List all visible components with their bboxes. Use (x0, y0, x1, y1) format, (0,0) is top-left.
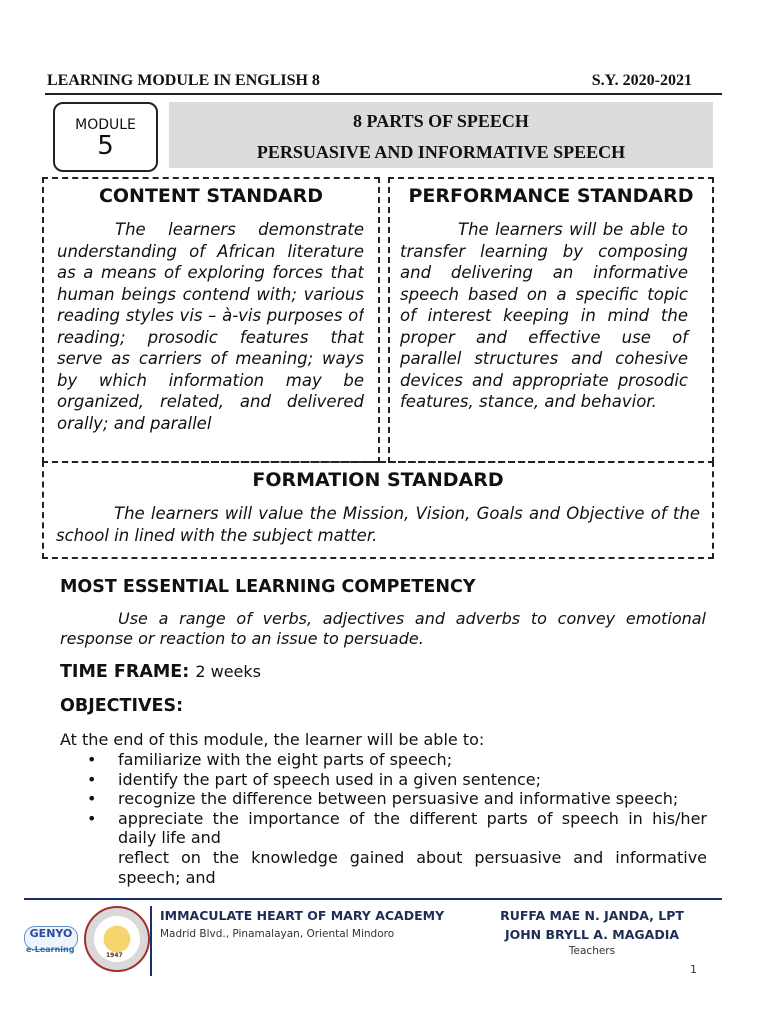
module-label: MODULE (75, 117, 136, 133)
bullet-icon: • (87, 808, 97, 828)
module-badge (53, 102, 158, 172)
teacher-name-1: RUFFA MAE N. JANDA, LPT (500, 908, 684, 923)
objective-text: appreciate the importance of the different parts of speech in his/her daily life and (118, 808, 707, 847)
footer-vertical-divider (150, 906, 152, 976)
formation-standard-box (42, 461, 714, 559)
performance-standard-text: The learners will be able to transfer learning by composing and delivering an informative speech based on a specific topic of interest keeping in mind the proper and effective use of parallel structures and cohesive devices and appropriate prosodic features, stance, and behavior. (400, 220, 688, 411)
objective-text: recognize the difference between persuasive and informative speech; (118, 789, 679, 808)
formation-standard-text: The learners will value the Mission, Vision, Goals and Objective of the school in lined with the subject matter. (56, 504, 700, 545)
content-standard-text: The learners demonstrate understanding of African literature as a means of exploring forces that human beings contend with; various reading styles vis – à-vis purposes of reading; prosodic features that serve as carriers of meaning; ways by which information may be organized, related, and delivered orally; and parallel (57, 220, 364, 433)
list-item (87, 809, 707, 848)
time-frame-value: 2 weeks (195, 662, 261, 681)
teachers-label: Teachers (568, 945, 616, 957)
genyo-logo: GENYO (24, 926, 78, 950)
objective-continuation: reflect on the knowledge gained about persuasive and informative speech; and (118, 848, 707, 887)
melc-heading: MOST ESSENTIAL LEARNING COMPETENCY (60, 577, 476, 597)
seal-year: 1947 (106, 952, 123, 959)
content-standard-heading: CONTENT STANDARD (98, 185, 324, 207)
school-name: IMMACULATE HEART OF MARY ACADEMY (160, 908, 445, 923)
objective-text: familiarize with the eight parts of speech; (118, 750, 453, 769)
module-header-title: LEARNING MODULE IN ENGLISH 8 (47, 72, 320, 89)
school-address: Madrid Blvd., Pinamalayan, Oriental Mindoro (160, 928, 395, 940)
header-divider (45, 93, 722, 95)
performance-standard-heading: PERFORMANCE STANDARD (408, 185, 694, 207)
school-year: S.Y. 2020-2021 (591, 72, 692, 89)
formation-standard-heading: FORMATION STANDARD (252, 469, 504, 491)
bullet-icon: • (87, 789, 97, 808)
list-item (87, 789, 707, 809)
bullet-icon: • (87, 750, 97, 769)
performance-standard-box (388, 177, 714, 463)
list-item (87, 770, 707, 790)
module-title-2: PERSUASIVE AND INFORMATIVE SPEECH (256, 142, 626, 162)
content-standard-box (42, 177, 380, 463)
genyo-logo-subtext: e-Learning (26, 945, 75, 954)
page-number: 1 (690, 963, 697, 976)
time-frame (60, 662, 261, 682)
objective-text: identify the part of speech used in a given sentence; (118, 769, 542, 789)
module-title-1: 8 PARTS OF SPEECH (353, 111, 529, 131)
school-seal-icon (84, 906, 150, 972)
bullet-icon: • (87, 769, 97, 789)
objectives-heading: OBJECTIVES: (60, 696, 184, 716)
teacher-name-2: JOHN BRYLL A. MAGADIA (504, 927, 680, 942)
list-item (87, 750, 707, 770)
module-title-band (169, 102, 713, 168)
module-number: 5 (97, 131, 114, 161)
objectives-list (87, 750, 707, 848)
time-frame-label: TIME FRAME: (60, 662, 190, 682)
footer-divider (24, 898, 722, 900)
objectives-intro: At the end of this module, the learner will be able to: (60, 730, 485, 749)
melc-text: Use a range of verbs, adjectives and adverbs to convey emotional response or reaction to an issue to persuade. (60, 609, 706, 648)
